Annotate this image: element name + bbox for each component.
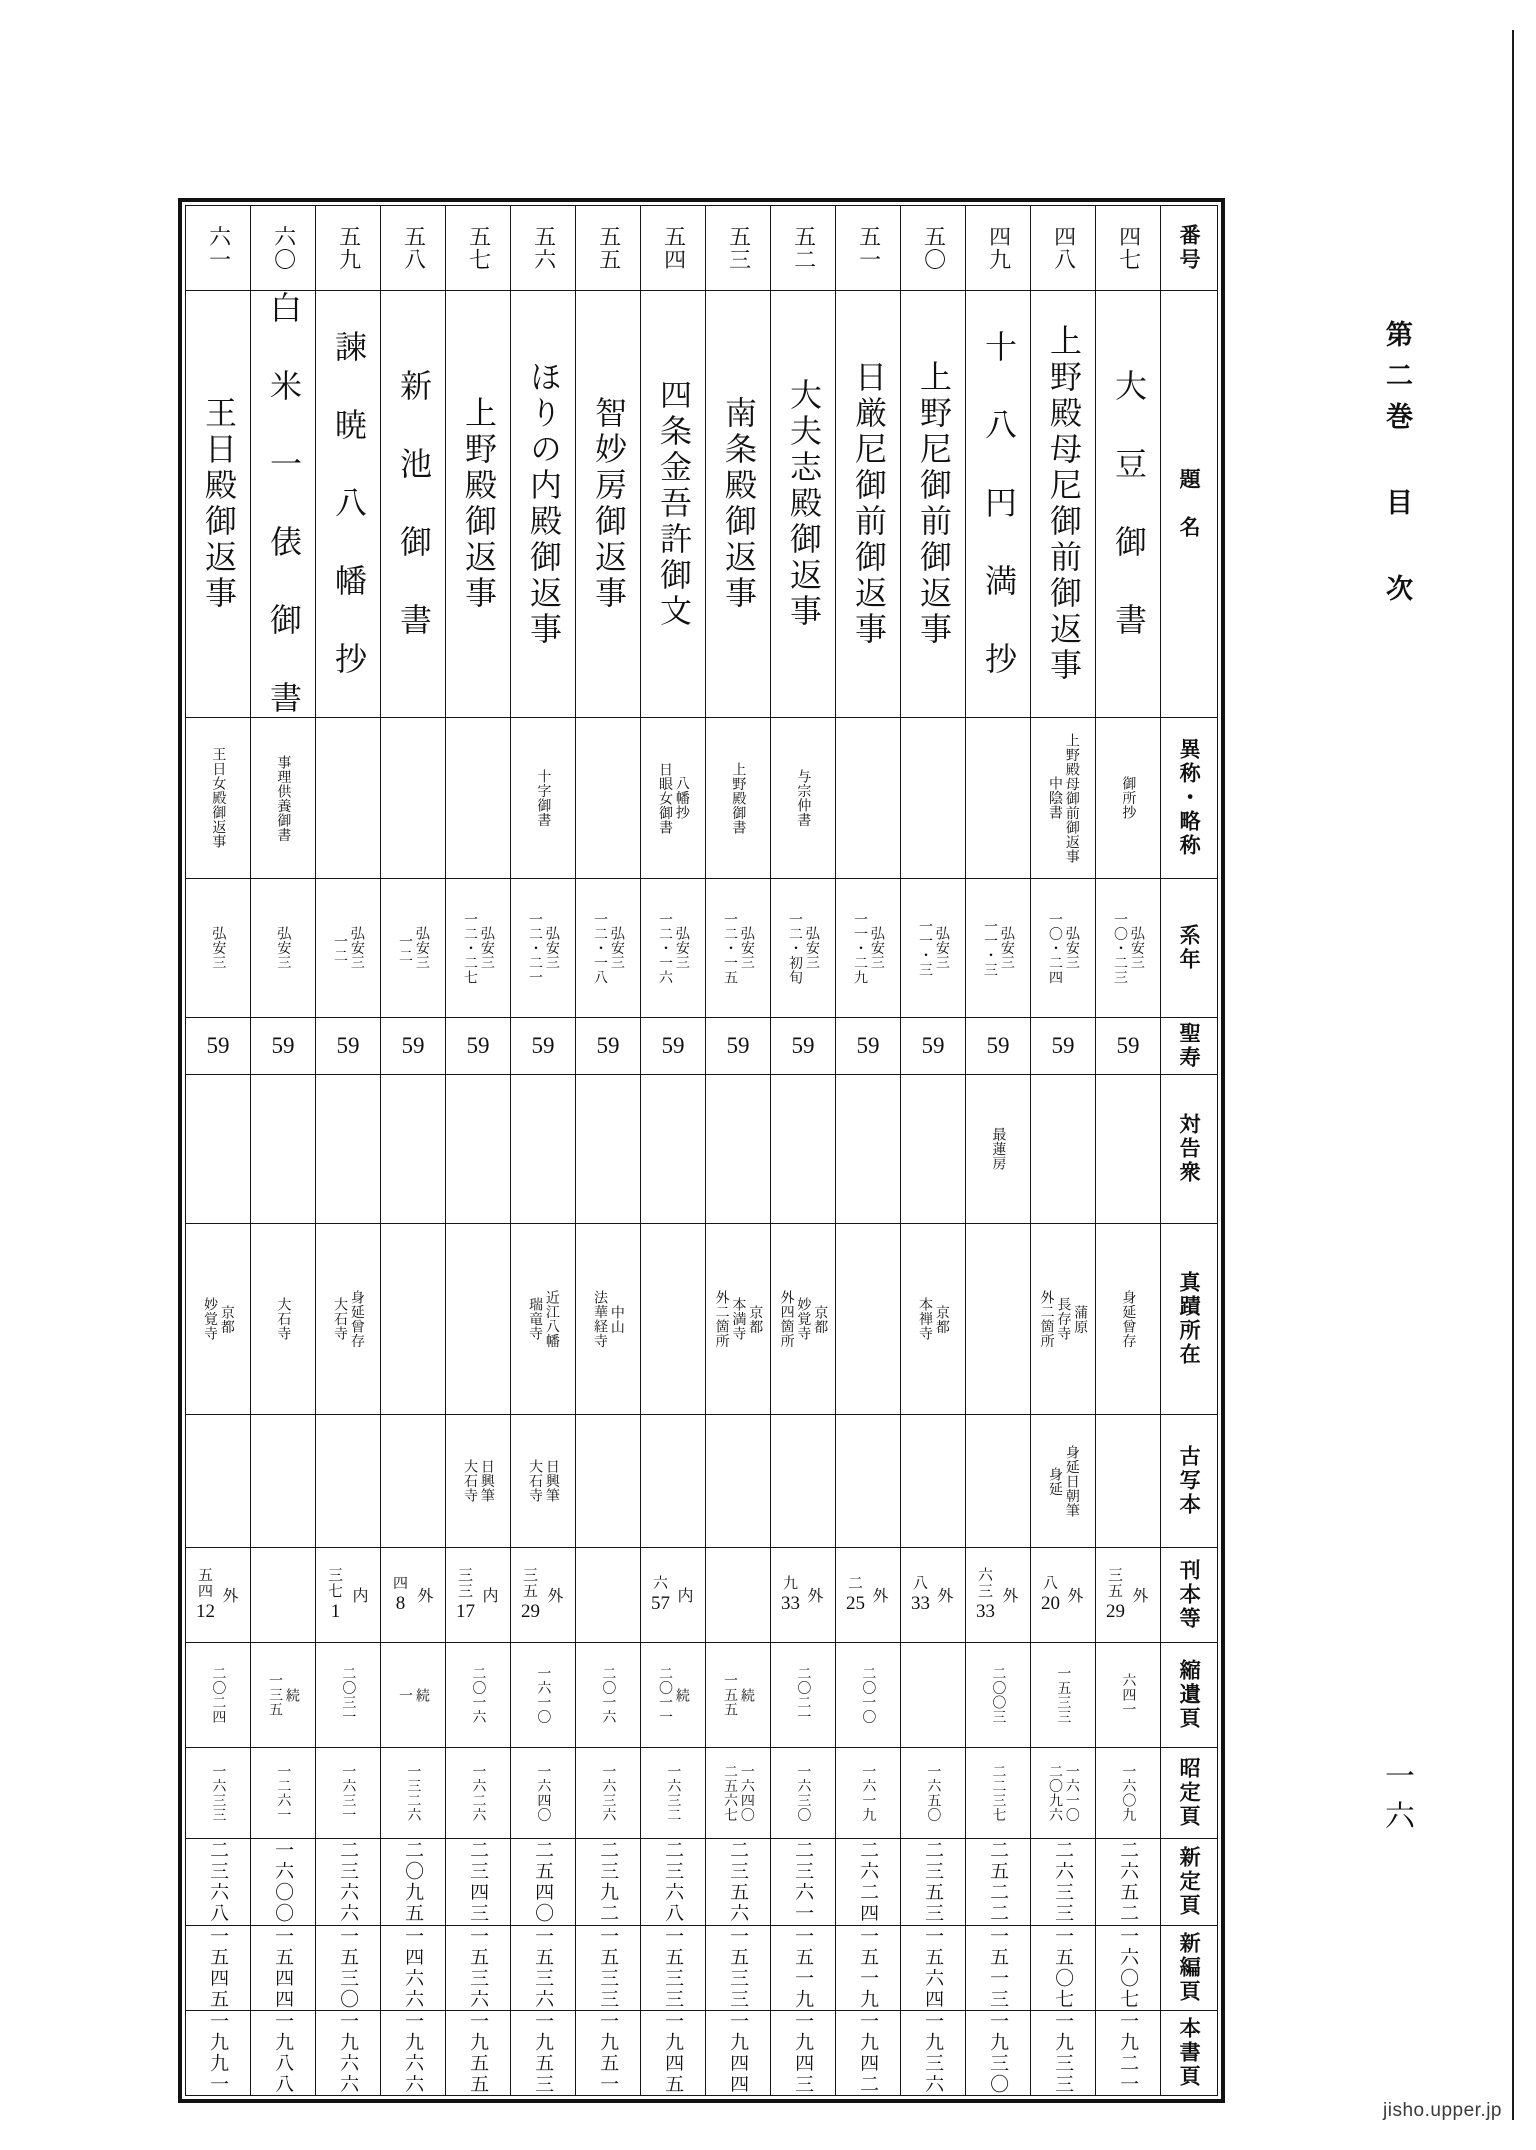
cell-shintei: 二三九二 <box>576 1839 641 1926</box>
cell-age: 59 <box>316 1018 381 1075</box>
cell-oldcopy: 身延 身延日朝筆 <box>1031 1415 1096 1548</box>
cell-showa: 一六三六 <box>576 1748 641 1839</box>
cell-shintei: 二三六一 <box>771 1839 836 1926</box>
cell-honsho: 一九四三 <box>771 2011 836 2096</box>
page-title: 第二巻 目 次 <box>1381 320 1412 615</box>
cell-oldcopy <box>836 1415 901 1548</box>
cell-shinpen: 一五三三 <box>706 1926 771 2011</box>
cell-shinpen: 一五三三 <box>641 1926 706 2011</box>
cell-holograph: 妙覚寺 京都 <box>186 1224 251 1415</box>
cell-number: 六〇 <box>251 206 316 291</box>
column-header-age: 聖寿 <box>1161 1018 1218 1075</box>
table-row <box>186 1839 1218 1926</box>
cell-honsho: 一九五三 <box>511 2011 576 2096</box>
cell-alias: 事理供養御書 <box>251 718 316 879</box>
cell-shukui: 一六一〇 <box>511 1643 576 1748</box>
cell-alias: 御所抄 <box>1096 718 1161 879</box>
cell-printed <box>251 1548 316 1643</box>
cell-target <box>511 1075 576 1224</box>
cell-printed: 三五 29 外 <box>511 1548 576 1643</box>
folio-number: 一六 <box>1379 1760 1414 1840</box>
cell-title: 智妙房御返事 <box>576 291 641 718</box>
cell-showa: 一六〇九 <box>1096 1748 1161 1839</box>
cell-shintei: 二三六八 <box>641 1839 706 1926</box>
cell-shinpen: 一六〇七 <box>1096 1926 1161 2011</box>
cell-shinpen: 一五一九 <box>836 1926 901 2011</box>
cell-year: 一二・二一 弘安三 <box>511 879 576 1018</box>
cell-oldcopy <box>251 1415 316 1548</box>
cell-honsho: 一九四二 <box>836 2011 901 2096</box>
cell-target <box>576 1075 641 1224</box>
cell-title: 王日殿御返事 <box>186 291 251 718</box>
cell-year: 一二・初旬 弘安三 <box>771 879 836 1018</box>
table-row <box>186 1224 1218 1415</box>
cell-title: 上野尼御前御返事 <box>901 291 966 718</box>
cell-year: 一二 弘安三 <box>381 879 446 1018</box>
cell-printed: 九 33 外 <box>771 1548 836 1643</box>
cell-title: 諫 暁 八 幡 抄 <box>316 291 381 718</box>
cell-number: 五二 <box>771 206 836 291</box>
table-row <box>186 291 1218 718</box>
cell-alias <box>901 718 966 879</box>
cell-holograph: 外二箇所 本満寺 京都 <box>706 1224 771 1415</box>
cell-oldcopy <box>316 1415 381 1548</box>
cell-showa: 一六三二 <box>641 1748 706 1839</box>
cell-shukui: 二〇三一 <box>316 1643 381 1748</box>
cell-shinpen: 一五四四 <box>251 1926 316 2011</box>
cell-title: 大 豆 御 書 <box>1096 291 1161 718</box>
cell-age: 59 <box>381 1018 446 1075</box>
cell-title: ほりの内殿御返事 <box>511 291 576 718</box>
cell-number: 五九 <box>316 206 381 291</box>
column-header-year: 系年 <box>1161 879 1218 1018</box>
cell-alias <box>446 718 511 879</box>
cell-honsho: 一九六六 <box>381 2011 446 2096</box>
cell-printed <box>706 1548 771 1643</box>
cell-shintei: 二三六六 <box>316 1839 381 1926</box>
column-header-holograph: 真蹟所在 <box>1161 1224 1218 1415</box>
cell-title: 新 池 御 書 <box>381 291 446 718</box>
page-edge-rule <box>1512 30 1514 2120</box>
cell-target <box>706 1075 771 1224</box>
cell-printed: 二 25 外 <box>836 1548 901 1643</box>
cell-showa: 一六五〇 <box>901 1748 966 1839</box>
watermark: jisho.upper.jp <box>1383 2100 1502 2121</box>
cell-shukui: 二〇一〇 <box>836 1643 901 1748</box>
cell-oldcopy <box>1096 1415 1161 1548</box>
cell-printed: 八 20 外 <box>1031 1548 1096 1643</box>
cell-shintei: 二〇九五 <box>381 1839 446 1926</box>
cell-shukui: 一五五 続 <box>706 1643 771 1748</box>
cell-alias <box>966 718 1031 879</box>
table-row <box>186 879 1218 1018</box>
cell-age: 59 <box>576 1018 641 1075</box>
cell-shukui: 二〇一六 <box>576 1643 641 1748</box>
cell-shintei: 二三五六 <box>706 1839 771 1926</box>
cell-title: 白 米 一 俵 御 書 <box>251 291 316 718</box>
cell-showa: 一六四〇 <box>511 1748 576 1839</box>
cell-year: 一二・一六 弘安三 <box>641 879 706 1018</box>
cell-showa: 二二三七 <box>966 1748 1031 1839</box>
cell-shinpen: 一五三六 <box>446 1926 511 2011</box>
column-header-showa: 昭定頁 <box>1161 1748 1218 1839</box>
cell-title: 四条金吾許御文 <box>641 291 706 718</box>
cell-shukui <box>901 1643 966 1748</box>
cell-title: 大夫志殿御返事 <box>771 291 836 718</box>
cell-shintei: 二五四〇 <box>511 1839 576 1926</box>
cell-title: 南条殿御返事 <box>706 291 771 718</box>
cell-age: 59 <box>641 1018 706 1075</box>
cell-showa: 二五六七 一六四〇 <box>706 1748 771 1839</box>
cell-age: 59 <box>836 1018 901 1075</box>
cell-number: 四九 <box>966 206 1031 291</box>
cell-printed <box>576 1548 641 1643</box>
cell-alias <box>316 718 381 879</box>
cell-target <box>316 1075 381 1224</box>
cell-oldcopy <box>771 1415 836 1548</box>
cell-target <box>446 1075 511 1224</box>
table-row <box>186 206 1218 291</box>
cell-target: 最蓮房 <box>966 1075 1031 1224</box>
cell-shinpen: 一五一九 <box>771 1926 836 2011</box>
cell-alias: 上野殿御書 <box>706 718 771 879</box>
cell-showa: 一六三三 <box>186 1748 251 1839</box>
cell-age: 59 <box>706 1018 771 1075</box>
cell-year: 一二・一八 弘安三 <box>576 879 641 1018</box>
cell-honsho: 一九四五 <box>641 2011 706 2096</box>
cell-oldcopy <box>186 1415 251 1548</box>
cell-holograph: 大石寺 <box>251 1224 316 1415</box>
cell-showa: 二〇九六 一六一〇 <box>1031 1748 1096 1839</box>
cell-honsho: 一九五一 <box>576 2011 641 2096</box>
cell-printed: 三五 29 外 <box>1096 1548 1161 1643</box>
column-header-alias: 異称・略称 <box>1161 718 1218 879</box>
cell-shukui: 二〇一六 <box>446 1643 511 1748</box>
cell-oldcopy <box>706 1415 771 1548</box>
cell-oldcopy <box>641 1415 706 1548</box>
cell-number: 四七 <box>1096 206 1161 291</box>
cell-shukui: 二〇二四 <box>186 1643 251 1748</box>
cell-holograph <box>446 1224 511 1415</box>
toc-table-container <box>178 198 1225 2103</box>
cell-holograph: 法華経寺 中山 <box>576 1224 641 1415</box>
cell-honsho: 一九五五 <box>446 2011 511 2096</box>
cell-shintei: 二三六八 <box>186 1839 251 1926</box>
cell-alias <box>576 718 641 879</box>
cell-shukui: 二〇〇三 <box>966 1643 1031 1748</box>
cell-number: 五三 <box>706 206 771 291</box>
cell-title: 上野殿母尼御前御返事 <box>1031 291 1096 718</box>
cell-number: 五五 <box>576 206 641 291</box>
cell-oldcopy <box>901 1415 966 1548</box>
cell-printed: 六 57 内 <box>641 1548 706 1643</box>
table-row <box>186 1018 1218 1075</box>
cell-holograph <box>641 1224 706 1415</box>
cell-printed: 三三 17 内 <box>446 1548 511 1643</box>
cell-shintei: 一六〇〇 <box>251 1839 316 1926</box>
cell-holograph: 外四箇所 妙覚寺 京都 <box>771 1224 836 1415</box>
table-row <box>186 1748 1218 1839</box>
cell-title: 上野殿御返事 <box>446 291 511 718</box>
cell-holograph <box>836 1224 901 1415</box>
cell-shukui: 一 続 <box>381 1643 446 1748</box>
cell-honsho: 一九九一 <box>186 2011 251 2096</box>
cell-year: 一二・一五 弘安三 <box>706 879 771 1018</box>
table-row <box>186 1548 1218 1643</box>
cell-alias <box>836 718 901 879</box>
cell-number: 六一 <box>186 206 251 291</box>
toc-table <box>185 205 1218 2096</box>
table-row <box>186 1926 1218 2011</box>
cell-shukui: 一五三三 <box>1031 1643 1096 1748</box>
table-row <box>186 1075 1218 1224</box>
cell-shinpen: 一五三〇 <box>316 1926 381 2011</box>
cell-shinpen: 一五〇七 <box>1031 1926 1096 2011</box>
table-row <box>186 718 1218 879</box>
cell-number: 四八 <box>1031 206 1096 291</box>
table-row <box>186 1415 1218 1548</box>
cell-oldcopy <box>381 1415 446 1548</box>
cell-showa: 一六二六 <box>446 1748 511 1839</box>
cell-honsho: 一九八八 <box>251 2011 316 2096</box>
cell-holograph: 本禅寺 京都 <box>901 1224 966 1415</box>
cell-holograph: 身延曾存 <box>1096 1224 1161 1415</box>
column-header-number: 番号 <box>1161 206 1218 291</box>
column-header-title: 題 名 <box>1161 291 1218 718</box>
cell-shukui: 一三五 続 <box>251 1643 316 1748</box>
column-header-shinpen: 新編頁 <box>1161 1926 1218 2011</box>
cell-oldcopy <box>576 1415 641 1548</box>
column-header-printed: 刊本等 <box>1161 1548 1218 1643</box>
cell-age: 59 <box>771 1018 836 1075</box>
cell-honsho: 一九二一 <box>1096 2011 1161 2096</box>
table-row <box>186 2011 1218 2096</box>
cell-number: 五六 <box>511 206 576 291</box>
table-row <box>186 1643 1218 1748</box>
cell-shintei: 二六五二 <box>1096 1839 1161 1926</box>
column-header-oldcopy: 古写本 <box>1161 1415 1218 1548</box>
cell-holograph: 瑞竜寺 近江八幡 <box>511 1224 576 1415</box>
cell-shinpen: 一五三六 <box>511 1926 576 2011</box>
cell-age: 59 <box>901 1018 966 1075</box>
cell-alias: 中陰書 上野殿母御前御返事 <box>1031 718 1096 879</box>
cell-alias: 日眼女御書 八幡抄 <box>641 718 706 879</box>
cell-year: 一一・二九 弘安三 <box>836 879 901 1018</box>
cell-holograph <box>966 1224 1031 1415</box>
cell-printed: 八 33 外 <box>901 1548 966 1643</box>
cell-year: 一〇・二四 弘安三 <box>1031 879 1096 1018</box>
cell-alias: 王日女殿御返事 <box>186 718 251 879</box>
cell-number: 五四 <box>641 206 706 291</box>
cell-age: 59 <box>966 1018 1031 1075</box>
cell-age: 59 <box>186 1018 251 1075</box>
cell-title: 十 八 円 満 抄 <box>966 291 1031 718</box>
column-header-honsho: 本書頁 <box>1161 2011 1218 2096</box>
cell-printed: 四 8 外 <box>381 1548 446 1643</box>
cell-holograph: 大石寺 身延曾存 <box>316 1224 381 1415</box>
cell-honsho: 一九三六 <box>901 2011 966 2096</box>
cell-honsho: 一九六六 <box>316 2011 381 2096</box>
cell-number: 五〇 <box>901 206 966 291</box>
cell-shintei: 二三五三 <box>901 1839 966 1926</box>
cell-shintei: 二六三三 <box>1031 1839 1096 1926</box>
cell-year: 一二 弘安三 <box>316 879 381 1018</box>
cell-alias: 十字御書 <box>511 718 576 879</box>
cell-age: 59 <box>446 1018 511 1075</box>
cell-holograph <box>381 1224 446 1415</box>
cell-shintei: 二三四三 <box>446 1839 511 1926</box>
cell-year: 一〇・二三 弘安三 <box>1096 879 1161 1018</box>
cell-shukui: 六四一 <box>1096 1643 1161 1748</box>
cell-shinpen: 一四六六 <box>381 1926 446 2011</box>
cell-target <box>1031 1075 1096 1224</box>
cell-number: 五八 <box>381 206 446 291</box>
cell-year: 一二・二七 弘安三 <box>446 879 511 1018</box>
cell-shinpen: 一五三三 <box>576 1926 641 2011</box>
cell-title: 日厳尼御前御返事 <box>836 291 901 718</box>
cell-shintei: 二五二二 <box>966 1839 1031 1926</box>
cell-printed: 五四 12 外 <box>186 1548 251 1643</box>
cell-printed: 六三 33 外 <box>966 1548 1031 1643</box>
cell-shukui: 二〇二一 <box>771 1643 836 1748</box>
cell-target <box>381 1075 446 1224</box>
cell-target <box>1096 1075 1161 1224</box>
cell-age: 59 <box>251 1018 316 1075</box>
cell-showa: 一六三〇 <box>771 1748 836 1839</box>
cell-showa: 一六一九 <box>836 1748 901 1839</box>
cell-target <box>836 1075 901 1224</box>
cell-number: 五七 <box>446 206 511 291</box>
cell-year: 弘安三 <box>251 879 316 1018</box>
cell-alias <box>381 718 446 879</box>
cell-target <box>901 1075 966 1224</box>
cell-honsho: 一九三〇 <box>966 2011 1031 2096</box>
cell-shinpen: 一五一三 <box>966 1926 1031 2011</box>
cell-age: 59 <box>1096 1018 1161 1075</box>
column-header-shintei: 新定頁 <box>1161 1839 1218 1926</box>
cell-shinpen: 一五四五 <box>186 1926 251 2011</box>
cell-shintei: 二六二四 <box>836 1839 901 1926</box>
cell-age: 59 <box>1031 1018 1096 1075</box>
cell-target <box>251 1075 316 1224</box>
cell-shukui: 二〇一一 続 <box>641 1643 706 1748</box>
cell-target <box>186 1075 251 1224</box>
cell-oldcopy: 大石寺 日興筆 <box>446 1415 511 1548</box>
cell-number: 五一 <box>836 206 901 291</box>
cell-printed: 三七 1 内 <box>316 1548 381 1643</box>
column-header-target: 対告衆 <box>1161 1075 1218 1224</box>
cell-year: 弘安三 <box>186 879 251 1018</box>
cell-honsho: 一九三三 <box>1031 2011 1096 2096</box>
cell-oldcopy: 大石寺 日興筆 <box>511 1415 576 1548</box>
cell-target <box>771 1075 836 1224</box>
column-header-shukui: 縮遺頁 <box>1161 1643 1218 1748</box>
cell-alias: 与宗仲書 <box>771 718 836 879</box>
cell-showa: 一二六一 <box>251 1748 316 1839</box>
cell-showa: 一三二六 <box>381 1748 446 1839</box>
cell-year: 一一・三 弘安三 <box>901 879 966 1018</box>
cell-oldcopy <box>966 1415 1031 1548</box>
cell-target <box>641 1075 706 1224</box>
cell-honsho: 一九四四 <box>706 2011 771 2096</box>
cell-showa: 一六三一 <box>316 1748 381 1839</box>
cell-age: 59 <box>511 1018 576 1075</box>
cell-year: 一一・三 弘安三 <box>966 879 1031 1018</box>
cell-shinpen: 一五六四 <box>901 1926 966 2011</box>
cell-holograph: 外二箇所 長存寺 蒲原 <box>1031 1224 1096 1415</box>
